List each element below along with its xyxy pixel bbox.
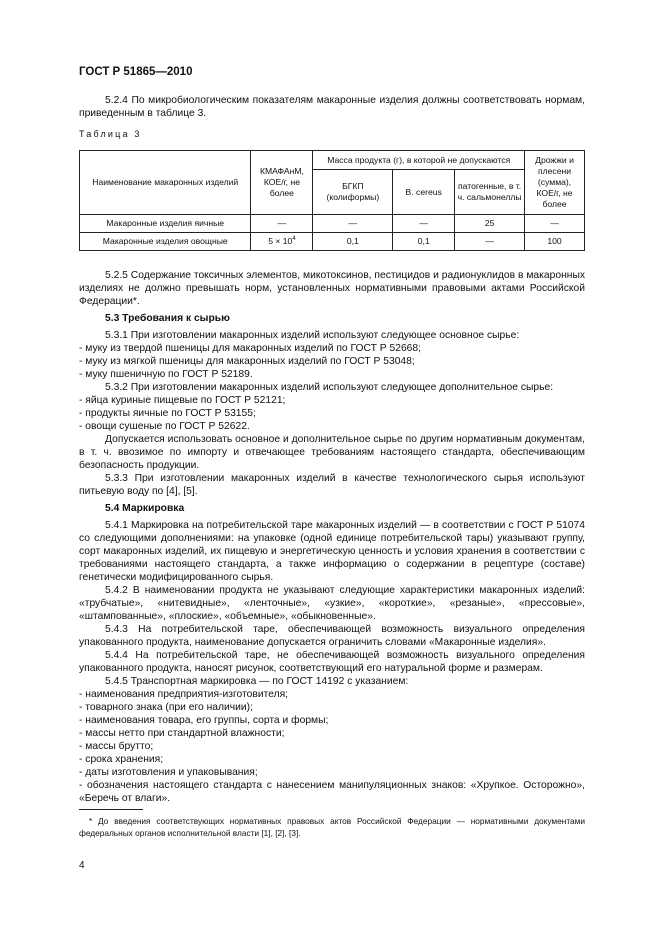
list-item: - наименования товара, его группы, сорта и формы; — [79, 715, 329, 726]
list-item: - товарного знака (при его наличии); — [79, 702, 253, 713]
document-header: ГОСТ Р 51865—2010 — [79, 66, 193, 78]
list-item: - обозначения настоящего стандарта с нанесением манипуляционных знаков: «Хрупкое. Осторожно», «Беречь от влаги». — [79, 780, 585, 804]
list-item: - даты изготовления и упаковывания; — [79, 767, 258, 778]
paragraph-5-4-5: 5.4.5 Транспортная маркировка — по ГОСТ 14192 с указанием: — [105, 676, 409, 687]
table-row — [80, 215, 585, 233]
paragraph-5-4-4: 5.4.4 На потребительской таре, не обеспечивающей возможность визуального определения упакованного продукта, наносят рисунок, соответствующий его натуральной форме и размерам. — [79, 650, 585, 674]
cell-pathogens: 25 — [455, 215, 525, 233]
list-item: - массы брутто; — [79, 741, 154, 752]
heading-5-4: 5.4 Маркировка — [105, 503, 185, 514]
paragraph-5-3-1: 5.3.1 При изготовлении макаронных изделий используют следующее основное сырье: — [105, 330, 520, 341]
cell-bcereus: 0,1 — [393, 233, 455, 251]
col-header-kmafanm: КМАФАнМ, КОЕ/г, не более — [251, 151, 313, 215]
paragraph-5-4-1: 5.4.1 Маркировка на потребительской таре макаронных изделий — в соответствии с ГОСТ Р 51074 со следующими дополнениями: на упаковке (одной единице потребительской тары) указывают группу, сорт макаронных изделий, их пищевую и энергетическую ценность и условия хранения в соответствии с требованиями настоящего стандарта, а также информацию о содержании в рецептуре (составе) генетически модифицированного сырья. — [79, 520, 585, 583]
col-header-bgkp: БГКП (колиформы) — [313, 170, 393, 215]
cell-kmafanm: $5 \times 10^4$ — [251, 233, 313, 251]
list-item: - муку из твердой пшеницы для макаронных изделий по ГОСТ Р 52668; — [79, 343, 421, 354]
cell-kmafanm: — — [251, 215, 313, 233]
cell-yeast: — — [525, 215, 585, 233]
list-item: - срока хранения; — [79, 754, 164, 765]
list-item: - наименования предприятия-изготовителя; — [79, 689, 289, 700]
table-caption: Таблица 3 — [79, 129, 142, 139]
list-item: - муку пшеничную по ГОСТ Р 52189. — [79, 369, 253, 380]
paragraph-5-2-4: 5.2.4 По микробиологическим показателям макаронные изделия должны соответствовать нормам, приведенным в таблице 3. — [79, 95, 585, 119]
footnote-separator — [79, 809, 143, 810]
paragraph-5-3-3: 5.3.3 При изготовлении макаронных изделий в качестве технологического сырья используют питьевую воду по [4], [5]. — [79, 473, 585, 497]
cell-bcereus: — — [393, 215, 455, 233]
cell-name: Макаронные изделия яичные — [80, 215, 251, 233]
list-item: - массы нетто при стандартной влажности; — [79, 728, 285, 739]
paragraph-5-4-3: 5.4.3 На потребительской таре, обеспечивающей возможность визуального определения упакованного продукта, наименование допускается ограничить словами «Макаронные изделия». — [79, 624, 585, 648]
body-text — [79, 269, 585, 805]
footnote: * До введения соответствующих нормативных правовых актов Российской Федерации — нормативными документами федеральных органов исполнительной власти [1], [2], [3]. — [79, 816, 585, 838]
paragraph-5-4-2: 5.4.2 В наименовании продукта не указывают следующие характеристики макаронных изделий: «трубчатые», «нитевидные», «ленточные», «узкие», «короткие», «резаные», «прессовые», «штампованные», «плоские», «объемные», «обыкновенные». — [79, 585, 585, 622]
cell-name: Макаронные изделия овощные — [80, 233, 251, 251]
paragraph-5-3-2: 5.3.2 При изготовлении макаронных изделий используют следующее дополнительное сырье: — [105, 382, 554, 393]
table-header-row — [80, 151, 585, 170]
col-header-pathogens: патогенные, в т. ч. сальмонеллы — [455, 170, 525, 215]
paragraph-5-3-2-note: Допускается использовать основное и дополнительное сырье по другим нормативным документам, в т. ч. ввозимое по импорту и отвечающее требованиям настоящего стандарта, обеспечивающим безопасность продукции. — [79, 434, 585, 471]
table-3 — [79, 150, 585, 251]
heading-5-3: 5.3 Требования к сырью — [105, 313, 230, 324]
list-item: - яйца куриные пищевые по ГОСТ Р 52121; — [79, 395, 286, 406]
col-header-name: Наименование макаронных изделий — [80, 151, 251, 215]
table-row — [80, 233, 585, 251]
col-header-mass-group: Масса продукта (г), в которой не допускаются — [313, 151, 525, 170]
col-header-bcereus: B. cereus — [393, 170, 455, 215]
cell-pathogens: — — [455, 233, 525, 251]
page-number: 4 — [79, 860, 85, 871]
cell-bgkp: — — [313, 215, 393, 233]
cell-bgkp: 0,1 — [313, 233, 393, 251]
col-header-yeast: Дрожжи и плесени (сумма), КОЕ/г, не более — [525, 151, 585, 215]
list-item: - муку из мягкой пшеницы для макаронных изделий по ГОСТ Р 53048; — [79, 356, 415, 367]
paragraph-5-2-5: 5.2.5 Содержание токсичных элементов, микотоксинов, пестицидов и радионуклидов в макаронных изделиях не должно превышать норм, установленных нормативными правовыми актами Российской Федерации*. — [79, 270, 585, 307]
list-item: - овощи сушеные по ГОСТ Р 52622. — [79, 421, 250, 432]
list-item: - продукты яичные по ГОСТ Р 53155; — [79, 408, 256, 419]
cell-yeast: 100 — [525, 233, 585, 251]
